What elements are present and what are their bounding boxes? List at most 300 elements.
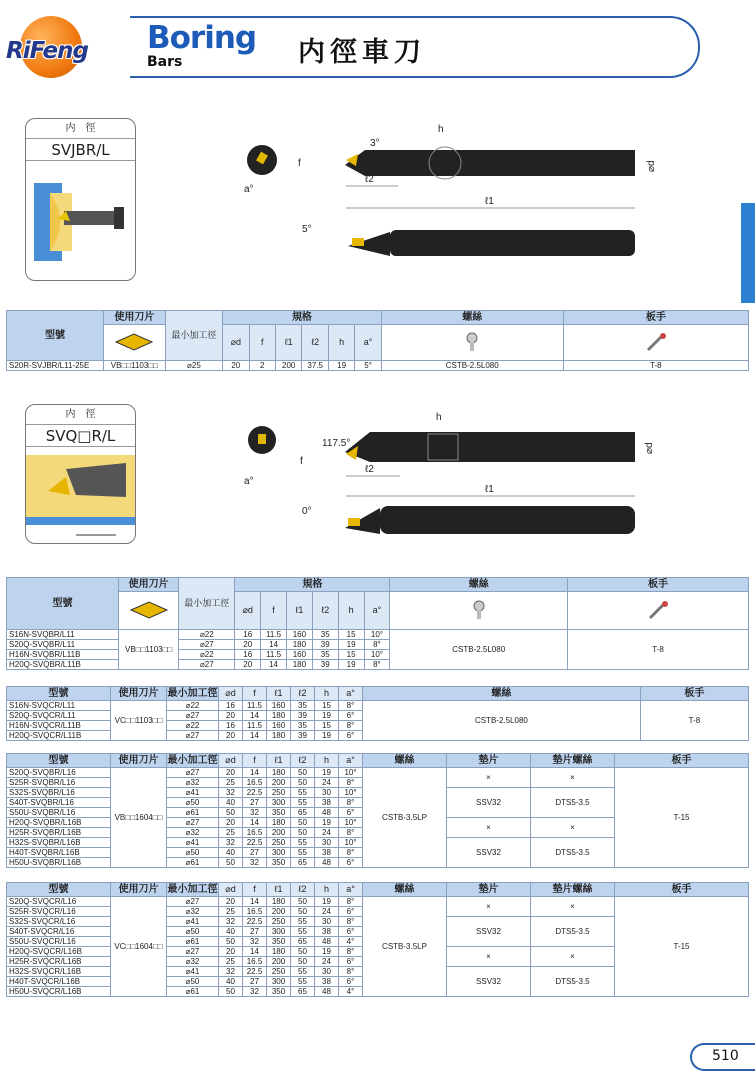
- cell-value: 50: [291, 768, 315, 778]
- table-header: ℓ2: [291, 687, 315, 701]
- sub-f: f: [261, 592, 287, 630]
- table-header: ℓ1: [267, 754, 291, 768]
- cell-insert: VC□□1103□□: [111, 701, 167, 741]
- cell-value: 39: [312, 660, 338, 670]
- cell-value: 65: [291, 858, 315, 868]
- table-header: 使用刀片: [111, 754, 167, 768]
- cell-model: H40T-SVQBR/L16B: [7, 848, 111, 858]
- cell-shim-screw: ×: [531, 897, 615, 917]
- cell-value: 20: [219, 947, 243, 957]
- cell-value: 22.5: [243, 788, 267, 798]
- table-header: 板手: [615, 883, 749, 897]
- cell-value: 350: [267, 987, 291, 997]
- cell-value: 8°: [364, 660, 390, 670]
- cell-value: 200: [267, 907, 291, 917]
- cell-l1: 200: [275, 361, 301, 371]
- cell-value: 14: [243, 768, 267, 778]
- cell-value: 8°: [339, 897, 363, 907]
- cell-value: 39: [291, 711, 315, 721]
- cell-value: 6°: [339, 808, 363, 818]
- table-header: 螺絲: [363, 754, 447, 768]
- cell-value: 19: [315, 947, 339, 957]
- cell-value: 8°: [339, 798, 363, 808]
- cell-value: 38: [315, 977, 339, 987]
- cell-insert: VC□□1604□□: [111, 897, 167, 997]
- cell-value: 40: [219, 977, 243, 987]
- cell-model: S40T-SVQCR/L16: [7, 927, 111, 937]
- table-header: 型號: [7, 883, 111, 897]
- cell-model: S16N-SVQCR/L11: [7, 701, 111, 711]
- cell-value: ⌀22: [179, 630, 235, 640]
- wrench-icon: [568, 592, 749, 630]
- cell-value: 6°: [339, 977, 363, 987]
- table-header: 螺絲: [363, 687, 641, 701]
- dim-h: h: [436, 412, 442, 423]
- dim-l1: ℓ1: [485, 196, 494, 207]
- cell-value: 8°: [339, 721, 363, 731]
- cell-value: 39: [312, 640, 338, 650]
- cell-value: ⌀22: [167, 721, 219, 731]
- cell-value: 35: [312, 650, 338, 660]
- title-cn: 内徑車刀: [298, 37, 426, 68]
- cell-value: 55: [291, 917, 315, 927]
- sub-h: h: [338, 592, 364, 630]
- table-header: 最小加工徑: [167, 688, 218, 699]
- cell-value: 10°: [364, 630, 390, 640]
- cell-value: 55: [291, 838, 315, 848]
- cell-value: 200: [267, 828, 291, 838]
- cell-value: 14: [243, 731, 267, 741]
- cell-shim-screw: ×: [531, 818, 615, 838]
- cell-value: 32: [219, 838, 243, 848]
- cell-value: 19: [315, 711, 339, 721]
- cell-value: 180: [267, 711, 291, 721]
- table-header: 墊片螺絲: [531, 883, 615, 897]
- cell-value: 19: [315, 818, 339, 828]
- cell-value: 180: [267, 731, 291, 741]
- dim-angle-top: 3°: [370, 138, 380, 149]
- cell-value: 50: [291, 897, 315, 907]
- cell-value: 25: [219, 778, 243, 788]
- cell-value: 160: [267, 701, 291, 711]
- cell-shim-screw: DTS5-3.5: [531, 917, 615, 947]
- table-header: 墊片螺絲: [531, 754, 615, 768]
- cell-value: 300: [267, 927, 291, 937]
- cell-value: 8°: [339, 917, 363, 927]
- page-number: 510: [712, 1048, 739, 1064]
- cell-value: 20: [219, 818, 243, 828]
- cell-h: 19: [328, 361, 354, 371]
- cell-shim: SSV32: [447, 917, 531, 947]
- cell-value: 350: [267, 858, 291, 868]
- cell-value: 10°: [339, 838, 363, 848]
- cell-value: 30: [315, 917, 339, 927]
- cell-model: S25R-SVQCR/L16: [7, 907, 111, 917]
- cell-value: 16.5: [243, 828, 267, 838]
- table-header: 使用刀片: [111, 687, 167, 701]
- cell-value: 10°: [339, 788, 363, 798]
- hd-screw: 螺絲: [381, 311, 563, 325]
- cell-value: 350: [267, 937, 291, 947]
- cell-screw: CSTB-3.5LP: [363, 768, 447, 868]
- cell-value: 200: [267, 778, 291, 788]
- sub-f: f: [249, 325, 275, 361]
- subtitle-en: Bars: [147, 54, 183, 70]
- dim-l2: ℓ2: [365, 174, 374, 185]
- dim-angle-side: 5°: [302, 224, 312, 235]
- table-svqbr-16: [6, 753, 749, 868]
- cell-l2: 37.5: [302, 361, 328, 371]
- cell-model: H20Q-SVQBR/L11B: [7, 660, 119, 670]
- cell-value: ⌀22: [167, 701, 219, 711]
- cell-value: 180: [286, 640, 312, 650]
- cell-model: H16N-SVQBR/L11B: [7, 650, 119, 660]
- cell-value: 65: [291, 937, 315, 947]
- cell-value: 27: [243, 798, 267, 808]
- cell-value: ⌀41: [167, 788, 219, 798]
- table-header: ⌀d: [219, 883, 243, 897]
- dim-a: a°: [244, 184, 254, 195]
- cell-value: 4°: [339, 937, 363, 947]
- cell-value: 250: [267, 788, 291, 798]
- table-header: f: [243, 754, 267, 768]
- cell-value: 65: [291, 987, 315, 997]
- cell-value: 20: [219, 731, 243, 741]
- hd-model: 型號: [7, 578, 119, 630]
- cell-value: 300: [267, 977, 291, 987]
- cell-value: 180: [286, 660, 312, 670]
- table-header: 墊片: [447, 883, 531, 897]
- sub-l1: ℓ1: [286, 592, 312, 630]
- cell-value: 14: [243, 947, 267, 957]
- dim-a: a°: [244, 476, 254, 487]
- cell-insert: VB□□1604□□: [111, 768, 167, 868]
- cell-value: 35: [291, 721, 315, 731]
- sub-d: ⌀d: [235, 592, 261, 630]
- cell-value: 180: [267, 897, 291, 907]
- cell-model: H20Q-SVQCR/L16B: [7, 947, 111, 957]
- cell-value: 8°: [339, 778, 363, 788]
- table-header: 螺絲: [363, 883, 447, 897]
- cell-value: 19: [338, 640, 364, 650]
- table-header: ℓ1: [267, 883, 291, 897]
- cell-wrench: T-8: [563, 361, 748, 371]
- table-row: [7, 630, 749, 640]
- cell-model: S40T-SVQBR/L16: [7, 798, 111, 808]
- cell-value: 30: [315, 967, 339, 977]
- table-svqcr-16: [6, 882, 749, 997]
- cell-shim: SSV32: [447, 967, 531, 997]
- cell-value: 50: [219, 808, 243, 818]
- cell-model: S32S-SVQBR/L16: [7, 788, 111, 798]
- cell-value: ⌀32: [167, 907, 219, 917]
- cell-value: 32: [243, 987, 267, 997]
- cell-value: 48: [315, 808, 339, 818]
- cell-value: 250: [267, 967, 291, 977]
- insert-icon: [104, 325, 166, 361]
- cell-value: 38: [315, 848, 339, 858]
- cell-value: 15: [315, 721, 339, 731]
- svq-drawing: [240, 410, 660, 550]
- cell-value: 40: [219, 927, 243, 937]
- cell-value: 6°: [339, 927, 363, 937]
- cell-value: 300: [267, 798, 291, 808]
- cell-shim-screw: DTS5-3.5: [531, 967, 615, 997]
- cell-model: H32S-SVQBR/L16B: [7, 838, 111, 848]
- cell-value: ⌀27: [167, 818, 219, 828]
- cell-model: H25R-SVQBR/L16B: [7, 828, 111, 838]
- dim-l2: ℓ2: [365, 464, 374, 475]
- table-row: [7, 361, 749, 371]
- hd-min-bore: 最小加工徑: [179, 578, 235, 630]
- table-header: 板手: [640, 687, 748, 701]
- cell-value: 160: [267, 721, 291, 731]
- table-row: [7, 701, 749, 711]
- cell-value: ⌀32: [167, 828, 219, 838]
- cell-value: ⌀50: [167, 798, 219, 808]
- cell-value: 160: [286, 650, 312, 660]
- hd-model: 型號: [7, 311, 104, 361]
- table-header: a°: [339, 687, 363, 701]
- cell-value: 30: [315, 838, 339, 848]
- cell-value: ⌀61: [167, 987, 219, 997]
- sub-a: a°: [355, 325, 381, 361]
- cell-value: 32: [219, 967, 243, 977]
- cell-value: 32: [243, 858, 267, 868]
- cell-value: 19: [315, 897, 339, 907]
- dim-h: h: [438, 124, 444, 135]
- cell-value: 22.5: [243, 838, 267, 848]
- cell-value: 15: [338, 630, 364, 640]
- cell-value: ⌀50: [167, 848, 219, 858]
- cell-shim: ×: [447, 947, 531, 967]
- cell-value: 35: [312, 630, 338, 640]
- table-header: f: [243, 883, 267, 897]
- cell-value: 10°: [364, 650, 390, 660]
- hd-wrench: 板手: [563, 311, 748, 325]
- cell-min: ⌀25: [165, 361, 222, 371]
- cell-value: ⌀27: [179, 660, 235, 670]
- cell-wrench: T-8: [640, 701, 748, 741]
- cell-value: 25: [219, 907, 243, 917]
- table-header: ℓ1: [267, 687, 291, 701]
- cell-screw: CSTB-2.5L080: [363, 701, 641, 741]
- cell-value: 15: [315, 701, 339, 711]
- table-header: 型號: [7, 754, 111, 768]
- cell-value: ⌀27: [167, 947, 219, 957]
- table-header: a°: [339, 754, 363, 768]
- cell-value: 65: [291, 808, 315, 818]
- cell-value: 19: [338, 660, 364, 670]
- cell-a: 5°: [355, 361, 381, 371]
- cell-model: S50U-SVQCR/L16: [7, 937, 111, 947]
- cell-value: ⌀41: [167, 838, 219, 848]
- cell-model: S25R-SVQBR/L16: [7, 778, 111, 788]
- table-header: h: [315, 883, 339, 897]
- cell-insert: VB□□1103□□: [104, 361, 166, 371]
- cell-value: 4°: [339, 987, 363, 997]
- cell-value: 16: [219, 721, 243, 731]
- cell-value: ⌀41: [167, 967, 219, 977]
- cell-screw: CSTB-3.5LP: [363, 897, 447, 997]
- cell-value: ⌀50: [167, 927, 219, 937]
- cell-value: 38: [315, 927, 339, 937]
- title-en: Boring: [147, 20, 257, 56]
- cell-value: 32: [219, 788, 243, 798]
- cell-value: 10°: [339, 818, 363, 828]
- cell-value: 8°: [339, 848, 363, 858]
- cell-value: 48: [315, 937, 339, 947]
- cell-value: 16.5: [243, 778, 267, 788]
- cell-shim: SSV32: [447, 838, 531, 868]
- cell-value: 20: [219, 897, 243, 907]
- sub-l1: ℓ1: [275, 325, 301, 361]
- cell-value: ⌀41: [167, 917, 219, 927]
- cell-value: 11.5: [261, 650, 287, 660]
- cell-shim-screw: DTS5-3.5: [531, 838, 615, 868]
- cell-value: ⌀27: [167, 711, 219, 721]
- cell-wrench: T-8: [568, 630, 749, 670]
- cell-value: 38: [315, 798, 339, 808]
- cell-value: 250: [267, 838, 291, 848]
- boring-illustration: [26, 161, 136, 281]
- cell-model: H40T-SVQCR/L16B: [7, 977, 111, 987]
- cell-value: ⌀61: [167, 937, 219, 947]
- cell-value: 11.5: [261, 630, 287, 640]
- box-top-label: 内 徑: [26, 405, 135, 425]
- cell-value: 55: [291, 788, 315, 798]
- cell-value: 22.5: [243, 967, 267, 977]
- table-header: 板手: [615, 754, 749, 768]
- cell-value: 14: [261, 660, 287, 670]
- table-row: [7, 897, 749, 907]
- table-header: h: [315, 754, 339, 768]
- cell-value: 14: [243, 897, 267, 907]
- cell-value: 16.5: [243, 907, 267, 917]
- table-header: ℓ2: [291, 754, 315, 768]
- table-row: [7, 768, 749, 778]
- cell-value: ⌀32: [167, 957, 219, 967]
- table-header: ⌀d: [219, 687, 243, 701]
- logo: RiFeng: [6, 38, 88, 64]
- table-header: 型號: [7, 687, 111, 701]
- cell-value: 50: [291, 828, 315, 838]
- dim-d: ⌀d: [644, 442, 655, 454]
- table-header: ⌀d: [219, 754, 243, 768]
- table-header: h: [315, 687, 339, 701]
- cell-value: 32: [243, 937, 267, 947]
- table-header: a°: [339, 883, 363, 897]
- box-top-label: 内 徑: [26, 119, 135, 139]
- cell-value: 27: [243, 977, 267, 987]
- cell-value: 20: [219, 768, 243, 778]
- table-svqcr-11: [6, 686, 749, 741]
- cell-value: 180: [267, 768, 291, 778]
- cell-shim: ×: [447, 818, 531, 838]
- cell-value: ⌀27: [167, 897, 219, 907]
- dim-l1: ℓ1: [485, 484, 494, 495]
- cell-model: S20Q-SVQCR/L16: [7, 897, 111, 907]
- sub-h: h: [328, 325, 354, 361]
- screw-icon: [381, 325, 563, 361]
- cell-model: S20Q-SVQBR/L11: [7, 640, 119, 650]
- cell-value: 8°: [364, 640, 390, 650]
- sub-l2: ℓ2: [302, 325, 328, 361]
- cell-value: 32: [243, 808, 267, 818]
- cell-value: 8°: [339, 947, 363, 957]
- cell-shim-screw: DTS5-3.5: [531, 788, 615, 818]
- cell-value: 6°: [339, 907, 363, 917]
- cell-value: 6°: [339, 731, 363, 741]
- cell-value: 19: [315, 731, 339, 741]
- cell-value: 55: [291, 927, 315, 937]
- cell-value: 48: [315, 987, 339, 997]
- cell-value: 24: [315, 828, 339, 838]
- cell-model: H50U-SVQCR/L16B: [7, 987, 111, 997]
- cell-model: S20R-SVJBR/L11-25E: [7, 361, 104, 371]
- cell-value: ⌀61: [167, 858, 219, 868]
- cell-value: 160: [286, 630, 312, 640]
- cell-value: 14: [243, 711, 267, 721]
- cell-value: 27: [243, 848, 267, 858]
- cell-model: S50U-SVQBR/L16: [7, 808, 111, 818]
- table-header: 墊片: [447, 754, 531, 768]
- cell-value: 32: [219, 917, 243, 927]
- table-header: 最小加工徑: [167, 884, 218, 895]
- cell-screw: CSTB-2.5L080: [381, 361, 563, 371]
- cell-value: 27: [243, 927, 267, 937]
- cell-value: 19: [315, 768, 339, 778]
- cell-value: 50: [291, 947, 315, 957]
- cell-value: ⌀32: [167, 778, 219, 788]
- cell-value: 16.5: [243, 957, 267, 967]
- cell-value: ⌀61: [167, 808, 219, 818]
- cell-value: 8°: [339, 828, 363, 838]
- cell-value: 14: [243, 818, 267, 828]
- cell-model: H50U-SVQBR/L16B: [7, 858, 111, 868]
- insert-icon: [119, 592, 179, 630]
- table-header: ℓ2: [291, 883, 315, 897]
- hd-insert: 使用刀片: [119, 578, 179, 592]
- cell-model: H32S-SVQCR/L16B: [7, 967, 111, 977]
- table-header: f: [243, 687, 267, 701]
- cell-value: 180: [267, 818, 291, 828]
- dim-d: ⌀d: [646, 160, 657, 172]
- side-tab: [741, 203, 755, 303]
- box-name: SVQ□R/L: [26, 425, 135, 447]
- info-box-svjbr: [25, 118, 136, 281]
- hd-wrench: 板手: [568, 578, 749, 592]
- cell-value: 8°: [339, 701, 363, 711]
- cell-value: ⌀27: [167, 768, 219, 778]
- cell-value: 50: [291, 818, 315, 828]
- cell-d: 20: [223, 361, 249, 371]
- cell-model: S20Q-SVQBR/L16: [7, 768, 111, 778]
- cell-value: 6°: [339, 711, 363, 721]
- cell-value: 11.5: [243, 701, 267, 711]
- cell-value: 55: [291, 848, 315, 858]
- cell-value: 24: [315, 907, 339, 917]
- hd-insert: 使用刀片: [104, 311, 166, 325]
- box-name: SVJBR/L: [26, 139, 135, 161]
- cell-wrench: T-15: [615, 768, 749, 868]
- cell-value: ⌀22: [179, 650, 235, 660]
- cell-value: ⌀50: [167, 977, 219, 987]
- cell-value: 40: [219, 848, 243, 858]
- cell-value: 11.5: [243, 721, 267, 731]
- cell-value: 20: [235, 640, 261, 650]
- cell-value: 24: [315, 778, 339, 788]
